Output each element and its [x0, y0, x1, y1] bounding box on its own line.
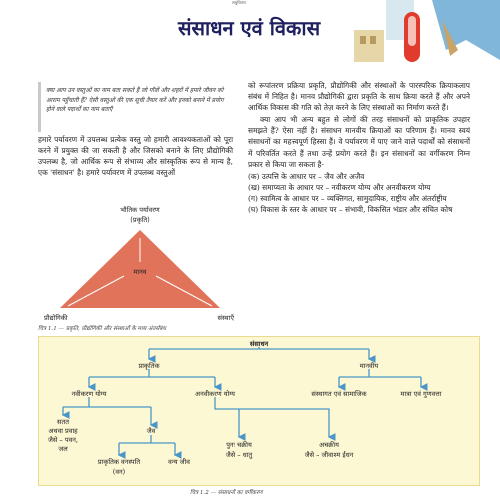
right-paragraph-2: क्या आप भी अन्य बहुत से लोगों की तरह संसाधनों को प्राकृतिक उपहार समझते हैं? ऐसा नहीं है। संसाधन मानवीय क्रियाओं का परिणाम हैं। मानव स्वयं संसाधनों का महत्त्वपूर्ण हिस्सा हैं। वे पर्यावरण में पाए जाने वाले पदार्थों को संसाधनों में परिवर्तित करते हैं तथा उन्हें प्रयोग करते हैं। इन संसाधनों का वर्गीकरण निम्न प्रकार से किया जा सकता है- [248, 115, 470, 169]
chart-node-continuous-flow: अथवा प्रवाह [48, 427, 78, 435]
chart-node-continuous-water: जल [58, 445, 68, 453]
list-item: (ख) समाप्यता के आधार पर – नवीकरण योग्य और अनवीकरण योग्य [248, 182, 431, 192]
diagram-label-technology: प्रौद्योगिकी [44, 314, 68, 322]
callout-text: क्या आप उन वस्तुओं का नाम बता सकते हैं जो गाँवों और शहरों में हमारे जीवन को आराम पहुँचाती हैं? ऐसी वस्तुओं की एक सूची तैयार करें और इनको बनाने में प्रयोग होने वाले पदार्थों का नाम बताएँ [46, 87, 224, 113]
classification-list [248, 171, 470, 215]
chart-node-resources: संसाधन [249, 340, 269, 348]
diagram-label-nature: (प्रकृति) [130, 216, 150, 224]
chart-node-recyclable: पुनः चक्रीय [226, 441, 252, 449]
right-column [248, 80, 470, 215]
chart-node-nonrenewable: अनवीकरण योग्य [195, 390, 235, 398]
chart-node-nonrecyclable: अचक्रीय [319, 441, 339, 449]
diagram-label-physical-environment: भौतिक पर्यावरण [120, 206, 160, 214]
resource-classification-chart [38, 336, 480, 486]
nature-technology-institutions-diagram [38, 204, 238, 324]
chart-node-continuous-example: जैसे – पवन, [47, 436, 79, 444]
chart-node-renewable: नवीकरण योग्य [71, 390, 107, 398]
figure-1-caption: चित्र 1.1 — प्रकृति, प्रौद्योगिकी और संस्थाओं के मध्य अंतर्संबंध [38, 326, 166, 332]
chart-node-biotic: जैव [146, 427, 156, 435]
right-paragraph-1: को रूपांतरण प्रक्रिया प्रकृति, प्रौद्योगिकी और संस्थाओं के पारस्परिक क्रियाकलाप संबंध में निहित है। मानव प्रौद्योगिकी द्वारा प्रकृति के साथ क्रिया करते हैं और अपने आर्थिक विकास की गति को तेज़ करने के लिए संस्थाओं का निर्माण करते हैं। [248, 81, 470, 113]
chart-node-recyclable-example: जैसे – धातु [225, 451, 253, 459]
chart-node-continuous: सतत [57, 418, 69, 426]
list-item: (ग) स्वामित्व के आधार पर – व्यक्तिगत, सामुदायिक, राष्ट्रीय और अंतर्राष्ट्रीय [248, 193, 447, 203]
header-building-shape [354, 30, 384, 62]
figure-2-caption: चित्र 1.2 — संसाधनों का वर्गीकरण [190, 490, 263, 496]
chart-node-institutions: संस्थागत एवं सामाजिक [311, 390, 367, 398]
chart-node-forest: (वन) [112, 468, 126, 476]
chart-node-human: मानवीय [359, 362, 379, 370]
chart-node-natural: प्राकृतिक [138, 362, 160, 370]
diagram-label-institutions: संस्थाएँ [217, 314, 234, 322]
chapter-title: संसाधन एवं विकास [178, 16, 321, 40]
chart-node-quantity: मात्रा एवं गुणवत्ता [400, 390, 442, 398]
list-item: (घ) विकास के स्तर के आधार पर – संभावी, विकसित भंडार और संचित कोष [248, 205, 453, 215]
list-item: (क) उत्पत्ति के आधार पर – जैव और अजैव [248, 171, 365, 181]
header-illustration [346, 0, 500, 70]
diagram-label-human: मानव [133, 268, 147, 276]
chart-node-nonrecyclable-example: जैसे – जीवाश्म ईंधन [304, 451, 354, 459]
chart-node-wildlife: वन्य जीव [168, 458, 190, 466]
header-top-label: लघुचित्रण [232, 0, 246, 5]
chart-node-vegetation: प्राकृतिक वनस्पति [97, 458, 141, 466]
left-paragraph: हमारे पर्यावरण में उपलब्ध प्रत्येक वस्तु जो हमारी आवश्यकताओं को पूरा करने में प्रयुक्त की जा सकती है और जिसको बनाने के लिए प्रौद्योगिकी उपलब्ध है, जो आर्थिक रूप से संभाव्य और सांस्कृतिक रूप से मान्य है, एक 'संसाधन' है। हमारे पर्यावरण में उपलब्ध वस्तुओं [38, 135, 233, 178]
